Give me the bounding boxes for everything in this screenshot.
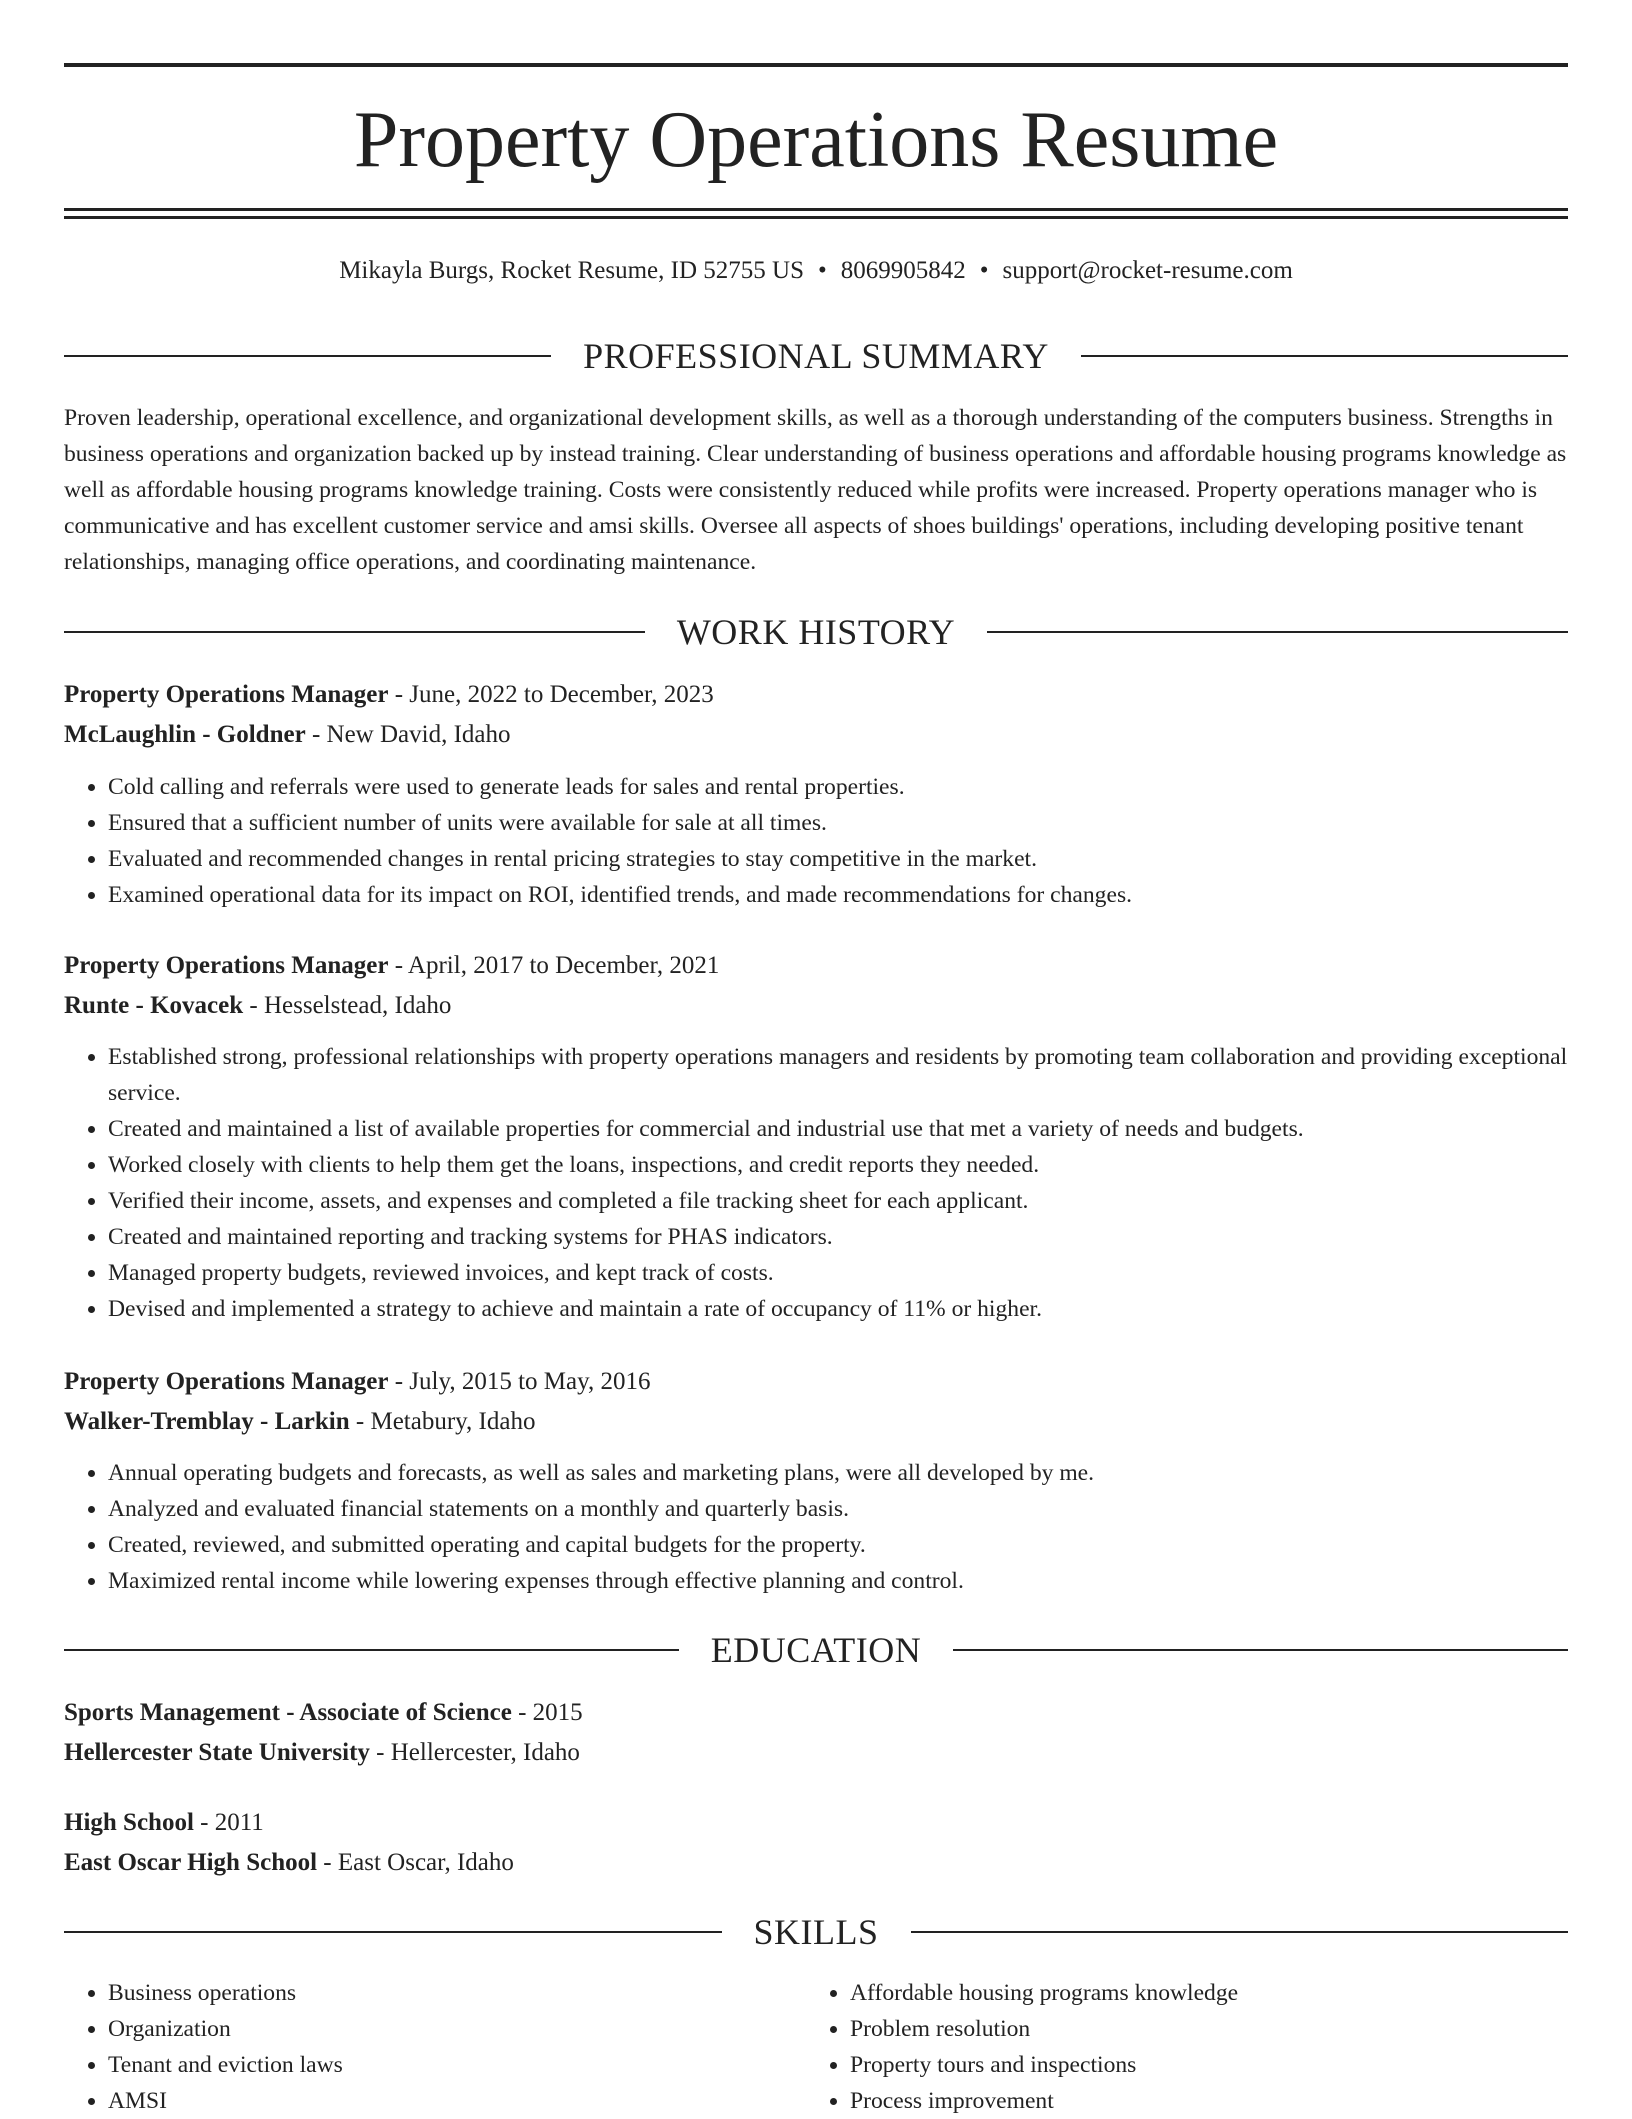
job-entry — [64, 946, 1568, 1026]
job-employer — [64, 986, 1568, 1026]
list-item: • Examined operational data for its impact on ROI, identified trends, and made recommendations for changes. — [108, 877, 1588, 913]
contact-line — [64, 254, 1568, 288]
section-header-summary — [64, 334, 1568, 378]
resume-title: Property Operations Resume — [353, 96, 1279, 184]
section-rule — [987, 631, 1568, 633]
job-employer — [64, 715, 1568, 755]
section-header-education — [64, 1628, 1568, 1672]
section-title: EDUCATION — [710, 1630, 922, 1670]
job-heading — [64, 1362, 1568, 1402]
job-bullets — [64, 1039, 1588, 1327]
list-item: • Verified their income, assets, and expenses and completed a file tracking sheet for each applicant. — [108, 1183, 1588, 1219]
list-item: • Worked closely with clients to help them get the loans, inspections, and credit reports they needed. — [108, 1147, 1588, 1183]
section-rule — [1081, 355, 1568, 357]
header-top-rule — [64, 63, 1568, 67]
list-item: • Created, reviewed, and submitted operating and capital budgets for the property. — [108, 1527, 1588, 1563]
section-title: WORK HISTORY — [676, 612, 956, 652]
skill-item: • Affordable housing programs knowledge — [850, 1975, 1550, 2011]
job-employer — [64, 1402, 1568, 1442]
list-item: • Created and maintained a list of available properties for commercial and industrial use that met a variety of needs and budgets. — [108, 1111, 1588, 1147]
education-school: East Oscar High School — [64, 1849, 318, 1876]
job-entry — [64, 675, 1568, 755]
job-title: Property Operations Manager — [64, 952, 389, 979]
education-degree-line — [64, 1803, 1568, 1843]
job-dates: - June, 2022 to December, 2023 — [388, 681, 714, 708]
job-heading — [64, 675, 1568, 715]
header-double-rule-upper — [64, 208, 1568, 211]
section-rule — [64, 1931, 722, 1933]
contact-separator: • — [979, 257, 989, 284]
job-bullets — [64, 769, 1588, 913]
list-item: • Annual operating budgets and forecasts, as well as sales and marketing plans, were all developed by me. — [108, 1455, 1588, 1491]
job-bullets — [64, 1455, 1588, 1599]
job-company: McLaughlin - Goldner — [64, 721, 306, 748]
job-company: Runte - Kovacek — [64, 992, 244, 1019]
list-item: • Managed property budgets, reviewed invoices, and kept track of costs. — [108, 1255, 1588, 1291]
job-location: - Hesselstead, Idaho — [243, 992, 452, 1019]
job-dates: - July, 2015 to May, 2016 — [388, 1368, 651, 1395]
education-year: - 2011 — [193, 1809, 264, 1836]
section-rule — [64, 631, 645, 633]
list-item: • Maximized rental income while lowering expenses through effective planning and control. — [108, 1563, 1588, 1599]
job-title: Property Operations Manager — [64, 1368, 389, 1395]
section-rule — [953, 1649, 1568, 1651]
contact-address: Mikayla Burgs, Rocket Resume, ID 52755 US — [339, 257, 804, 284]
header-double-rule-lower — [64, 216, 1568, 219]
job-location: - New David, Idaho — [305, 721, 511, 748]
skills-list-left — [64, 1975, 808, 2119]
job-entry — [64, 1362, 1568, 1442]
education-degree: High School — [64, 1809, 194, 1836]
skill-item: • Tenant and eviction laws — [108, 2047, 808, 2083]
skill-item: • Process improvement — [850, 2083, 1550, 2119]
job-dates: - April, 2017 to December, 2021 — [388, 952, 720, 979]
job-heading — [64, 946, 1568, 986]
job-title: Property Operations Manager — [64, 681, 389, 708]
section-rule — [64, 355, 551, 357]
list-item: • Cold calling and referrals were used to generate leads for sales and rental properties. — [108, 769, 1588, 805]
section-header-skills — [64, 1910, 1568, 1954]
education-degree: Sports Management - Associate of Science — [64, 1699, 512, 1726]
list-item: • Ensured that a sufficient number of units were available for sale at all times. — [108, 805, 1588, 841]
skill-item: • Problem resolution — [850, 2011, 1550, 2047]
education-school-line — [64, 1843, 1568, 1883]
education-location: - Hellercester, Idaho — [369, 1739, 580, 1766]
education-school-line — [64, 1733, 1568, 1773]
contact-separator: • — [817, 257, 827, 284]
section-rule — [64, 1649, 679, 1651]
skill-item: • AMSI — [108, 2083, 808, 2119]
section-rule — [911, 1931, 1569, 1933]
education-year: - 2015 — [511, 1699, 583, 1726]
section-header-work — [64, 610, 1568, 654]
skill-item: • Organization — [108, 2011, 808, 2047]
section-title: PROFESSIONAL SUMMARY — [583, 336, 1049, 376]
skill-item: • Business operations — [108, 1975, 808, 2011]
list-item: • Established strong, professional relationships with property operations managers and residents by promoting team collaboration and providing exceptional service. — [108, 1039, 1588, 1111]
education-degree-line — [64, 1693, 1568, 1733]
contact-email: support@rocket-resume.com — [1002, 257, 1293, 284]
contact-phone: 8069905842 — [840, 257, 966, 284]
list-item: • Analyzed and evaluated financial statements on a monthly and quarterly basis. — [108, 1491, 1588, 1527]
list-item: • Created and maintained reporting and tracking systems for PHAS indicators. — [108, 1219, 1588, 1255]
education-entry — [64, 1693, 1568, 1773]
education-school: Hellercester State University — [64, 1739, 370, 1766]
job-location: - Metabury, Idaho — [349, 1408, 536, 1435]
education-entry — [64, 1803, 1568, 1883]
list-item: • Devised and implemented a strategy to achieve and maintain a rate of occupancy of 11% or higher. — [108, 1291, 1588, 1327]
summary-text: Proven leadership, operational excellence, and organizational development skills, as well as a thorough understanding of the computers business. Strengths in business operations and organization backed up by instead training. Clear understanding of business operations and affordable housing programs knowledge as well as affordable housing programs knowledge training. Costs were consistently reduced while profits were increased. Property operations manager who is communicative and has excellent customer service and amsi skills. Oversee all aspects of shoes buildings' operations, including developing positive tenant relationships, managing office operations, and coordinating maintenance. — [64, 405, 1567, 575]
education-location: - East Oscar, Idaho — [317, 1849, 514, 1876]
section-title: SKILLS — [753, 1912, 879, 1952]
job-company: Walker-Tremblay - Larkin — [64, 1408, 350, 1435]
skills-list-right — [806, 1975, 1550, 2119]
list-item: • Evaluated and recommended changes in rental pricing strategies to stay competitive in the market. — [108, 841, 1588, 877]
skill-item: • Property tours and inspections — [850, 2047, 1550, 2083]
